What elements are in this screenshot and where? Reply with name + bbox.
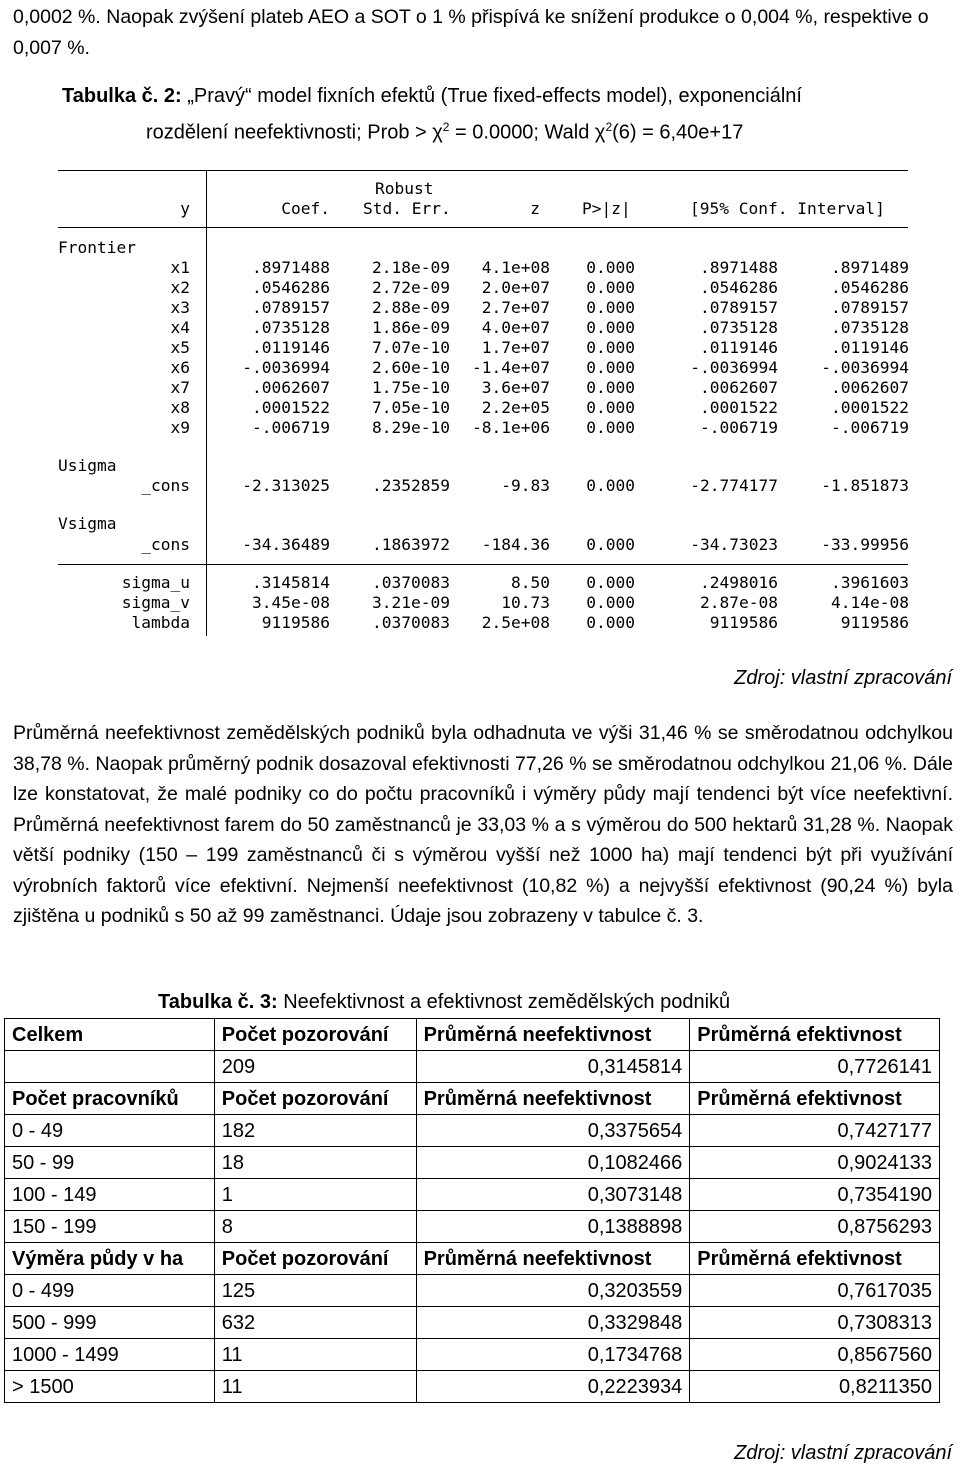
stata-cell-hi: .3961603 [831, 573, 909, 592]
stata-cell-coef: -2.313025 [242, 476, 330, 495]
stata-cell-z: 8.50 [511, 573, 550, 592]
intro-paragraph: 0,0002 %. Naopak zvýšení plateb AEO a SOT o 1 % přispívá ke snížení produkce o 0,004 %, respektive o 0,007 %. [13, 6, 929, 59]
stata-cell-hi: -1.851873 [821, 476, 909, 495]
stata-cell-z: -8.1e+06 [472, 418, 550, 437]
stata-cell-var: _cons [141, 476, 190, 495]
table-cell: 0,3073148 [416, 1179, 690, 1211]
stata-cell-lo: .0789157 [700, 298, 778, 317]
table-cell: 0 - 49 [5, 1115, 215, 1147]
stata-cell-var: x4 [170, 318, 190, 337]
sigma-rule [58, 564, 908, 565]
table-row [5, 1051, 940, 1083]
stata-cell-var: x6 [170, 358, 190, 377]
column-header: Průměrná efektivnost [690, 1019, 940, 1051]
section-label: Počet pracovníků [5, 1083, 215, 1115]
top-rule [58, 170, 908, 171]
stata-cell-coef: .0119146 [252, 338, 330, 357]
stata-cell-coef: .0001522 [252, 398, 330, 417]
stata-cell-var: x2 [170, 278, 190, 297]
stata-cell-z: 1.7e+07 [481, 338, 550, 357]
table-cell: 11 [214, 1339, 416, 1371]
stata-cell-lo: -.006719 [700, 418, 778, 437]
stata-cell-coef: .0062607 [252, 378, 330, 397]
table2-title-part-c: (6) = 6,40e+17 [612, 121, 744, 144]
stata-cell-lo: -.0036994 [690, 358, 778, 377]
table-row [5, 1339, 940, 1371]
stata-cell-var: x9 [170, 418, 190, 437]
table-row [5, 1371, 940, 1403]
stata-cell-p: 0.000 [586, 593, 635, 612]
stata-cell-hi: .0546286 [831, 278, 909, 297]
chi-superscript-1: 2 [442, 120, 450, 134]
stata-cell-lo: .0735128 [700, 318, 778, 337]
stata-cell-var: x1 [170, 258, 190, 277]
stata-cell-lo: .0546286 [700, 278, 778, 297]
header-p: P>|z| [582, 199, 631, 218]
stata-cell-se: 7.07e-10 [372, 338, 450, 357]
stata-cell-se: 2.88e-09 [372, 298, 450, 317]
table-cell: 0,7308313 [690, 1307, 940, 1339]
table-cell: 11 [214, 1371, 416, 1403]
table-row [5, 1307, 940, 1339]
header-stderr: Std. Err. [363, 199, 451, 218]
stata-cell-hi: -33.99956 [821, 535, 909, 554]
table-cell: > 1500 [5, 1371, 215, 1403]
table-cell: 0,7427177 [690, 1115, 940, 1147]
table3-title: Neefektivnost a efektivnost zemědělských podniků [277, 991, 731, 1013]
stata-cell-z: 2.2e+05 [481, 398, 550, 417]
table3-label: Tabulka č. 3: [158, 991, 278, 1013]
stata-cell-z: 2.5e+08 [481, 613, 550, 632]
stata-cell-coef: .0546286 [252, 278, 330, 297]
table-cell [5, 1051, 215, 1083]
table-header-row [5, 1243, 940, 1275]
stata-cell-p: 0.000 [586, 476, 635, 495]
frontier-label: Frontier [58, 238, 136, 257]
stata-cell-se: .0370083 [372, 613, 450, 632]
table-row [5, 1115, 940, 1147]
table-cell: 0,8567560 [690, 1339, 940, 1371]
table2-label: Tabulka č. 2: [62, 85, 182, 107]
table2-title-part-a: rozdělení neefektivnosti; Prob > χ [146, 121, 443, 144]
stata-cell-se: 8.29e-10 [372, 418, 450, 437]
efficiency-table [4, 1018, 940, 1403]
stata-cell-hi: .0001522 [831, 398, 909, 417]
stata-cell-lo: -34.73023 [690, 535, 778, 554]
stata-cell-lo: .0001522 [700, 398, 778, 417]
stata-cell-z: 2.0e+07 [481, 278, 550, 297]
stata-cell-lo: .8971488 [700, 258, 778, 277]
usigma-label: Usigma [58, 456, 117, 475]
stata-cell-coef: .0789157 [252, 298, 330, 317]
vsigma-label: Vsigma [58, 514, 117, 533]
stata-cell-coef: .3145814 [252, 573, 330, 592]
stata-cell-p: 0.000 [586, 278, 635, 297]
table-cell: 0 - 499 [5, 1275, 215, 1307]
column-header: Počet pozorování [214, 1083, 416, 1115]
table-header-row [5, 1019, 940, 1051]
stata-cell-z: 4.0e+07 [481, 318, 550, 337]
column-header: Průměrná efektivnost [690, 1083, 940, 1115]
stata-cell-p: 0.000 [586, 418, 635, 437]
stata-cell-p: 0.000 [586, 318, 635, 337]
chi-superscript-2: 2 [605, 120, 613, 134]
stata-cell-z: 2.7e+07 [481, 298, 550, 317]
table-cell: 0,7617035 [690, 1275, 940, 1307]
stata-cell-z: 4.1e+08 [481, 258, 550, 277]
stata-cell-var: x5 [170, 338, 190, 357]
table-cell: 0,1082466 [416, 1147, 690, 1179]
stata-cell-lo: -2.774177 [690, 476, 778, 495]
table-cell: 1000 - 1499 [5, 1339, 215, 1371]
table-cell: 0,2223934 [416, 1371, 690, 1403]
source-note-1: Zdroj: vlastní zpracování [734, 667, 952, 689]
table2-title-line1: „Pravý“ model fixních efektů (True fixed-effects model), exponenciální [181, 85, 802, 107]
stata-cell-coef: .0735128 [252, 318, 330, 337]
stata-cell-lo: .0062607 [700, 378, 778, 397]
regression-output [0, 166, 960, 646]
stata-cell-var: x7 [170, 378, 190, 397]
stata-cell-se: 2.72e-09 [372, 278, 450, 297]
stata-cell-hi: 9119586 [840, 613, 909, 632]
table-cell: 0,1734768 [416, 1339, 690, 1371]
section-label: Výměra půdy v ha [5, 1243, 215, 1275]
stata-cell-coef: .8971488 [252, 258, 330, 277]
table-cell: 1 [214, 1179, 416, 1211]
column-header: Průměrná neefektivnost [416, 1019, 690, 1051]
header-coef: Coef. [281, 199, 330, 218]
table-row [5, 1275, 940, 1307]
section-label: Celkem [5, 1019, 215, 1051]
stata-cell-lo: .2498016 [700, 573, 778, 592]
stata-cell-p: 0.000 [586, 258, 635, 277]
stata-cell-coef: 3.45e-08 [252, 593, 330, 612]
stata-cell-se: 3.21e-09 [372, 593, 450, 612]
body-paragraph: Průměrná neefektivnost zemědělských podniků byla odhadnuta ve výši 31,46 % se směrodatnou odchylkou 38,78 %. Naopak průměrný podnik dosazoval efektivnosti 77,26 % se směrodatnou odchylkou 21,06 %. Dále lze konstatovat, že malé podniky co do počtu pracovníků i výměry půdy mají tendenci být více neefektivní. Průměrná neefektivnost farem do 50 zaměstnanců je 33,03 % a s výměrou do 500 hektarů 31,28 %. Naopak větší podniky (150 – 199 zaměstnanců či s výměrou vyšší než 1000 ha) mají tendenci být při využívání výrobních faktorů více efektivní. Nejmenší neefektivnost (10,82 %) a nejvyšší efektivnost (90,24 %) byla zjištěna u podniků s 50 až 99 zaměstnanci. Údaje jsou zobrazeny v tabulce č. 3. [13, 722, 953, 927]
stata-cell-p: 0.000 [586, 613, 635, 632]
table2-title-part-b: = 0.0000; Wald χ [449, 121, 606, 144]
stata-cell-se: .1863972 [372, 535, 450, 554]
table-cell: 0,3203559 [416, 1275, 690, 1307]
stata-cell-z: 10.73 [501, 593, 550, 612]
stata-cell-se: 2.60e-10 [372, 358, 450, 377]
stata-cell-p: 0.000 [586, 358, 635, 377]
table-cell: 100 - 149 [5, 1179, 215, 1211]
stata-cell-p: 0.000 [586, 398, 635, 417]
stata-cell-var: x3 [170, 298, 190, 317]
table-cell: 0,3375654 [416, 1115, 690, 1147]
table-cell: 0,7354190 [690, 1179, 940, 1211]
table-row [5, 1147, 940, 1179]
table-cell: 8 [214, 1211, 416, 1243]
table-row [5, 1179, 940, 1211]
table-cell: 0,8756293 [690, 1211, 940, 1243]
stata-cell-se: 7.05e-10 [372, 398, 450, 417]
header-y: y [180, 199, 190, 218]
stata-cell-lo: .0119146 [700, 338, 778, 357]
stata-cell-z: -9.83 [501, 476, 550, 495]
stata-cell-hi: .0119146 [831, 338, 909, 357]
table2-caption-line2 [146, 113, 743, 147]
column-header: Průměrná efektivnost [690, 1243, 940, 1275]
column-header: Počet pozorování [214, 1243, 416, 1275]
header-z: z [530, 199, 540, 218]
table-cell: 125 [214, 1275, 416, 1307]
table-cell: 18 [214, 1147, 416, 1179]
table-cell: 0,3329848 [416, 1307, 690, 1339]
table2-caption-line1 [62, 82, 802, 110]
stata-cell-var: lambda [131, 613, 190, 632]
table-cell: 632 [214, 1307, 416, 1339]
table-cell: 209 [214, 1051, 416, 1083]
table-cell: 0,8211350 [690, 1371, 940, 1403]
stata-cell-se: 2.18e-09 [372, 258, 450, 277]
column-header: Počet pozorování [214, 1019, 416, 1051]
stata-cell-p: 0.000 [586, 298, 635, 317]
stata-cell-se: 1.75e-10 [372, 378, 450, 397]
stata-cell-coef: -34.36489 [242, 535, 330, 554]
stata-cell-var: _cons [141, 535, 190, 554]
table3-caption [158, 988, 730, 1016]
header-robust: Robust [375, 179, 434, 198]
stata-cell-coef: -.0036994 [242, 358, 330, 377]
table-header-row [5, 1083, 940, 1115]
stata-cell-hi: 4.14e-08 [831, 593, 909, 612]
header-ci: [95% Conf. Interval] [690, 199, 885, 218]
stata-cell-hi: .8971489 [831, 258, 909, 277]
stata-cell-var: x8 [170, 398, 190, 417]
stata-cell-lo: 2.87e-08 [700, 593, 778, 612]
stata-cell-coef: -.006719 [252, 418, 330, 437]
table-cell: 0,9024133 [690, 1147, 940, 1179]
stata-cell-hi: .0062607 [831, 378, 909, 397]
stata-cell-hi: .0789157 [831, 298, 909, 317]
stata-cell-z: -1.4e+07 [472, 358, 550, 377]
stata-cell-z: -184.36 [481, 535, 550, 554]
stata-cell-z: 3.6e+07 [481, 378, 550, 397]
stata-cell-se: .0370083 [372, 573, 450, 592]
stata-cell-p: 0.000 [586, 338, 635, 357]
stata-cell-hi: .0735128 [831, 318, 909, 337]
table-cell: 0,3145814 [416, 1051, 690, 1083]
stata-cell-se: 1.86e-09 [372, 318, 450, 337]
stata-cell-var: sigma_v [121, 593, 190, 612]
column-header: Průměrná neefektivnost [416, 1243, 690, 1275]
table-cell: 50 - 99 [5, 1147, 215, 1179]
table-cell: 0,7726141 [690, 1051, 940, 1083]
header-rule [58, 227, 908, 228]
stata-cell-se: .2352859 [372, 476, 450, 495]
table-row [5, 1211, 940, 1243]
stata-cell-hi: -.006719 [831, 418, 909, 437]
stata-cell-p: 0.000 [586, 535, 635, 554]
table-cell: 0,1388898 [416, 1211, 690, 1243]
stata-cell-p: 0.000 [586, 573, 635, 592]
stata-cell-coef: 9119586 [261, 613, 330, 632]
stata-cell-hi: -.0036994 [821, 358, 909, 377]
source-note-2: Zdroj: vlastní zpracování [734, 1442, 952, 1464]
stata-cell-lo: 9119586 [709, 613, 778, 632]
table-cell: 182 [214, 1115, 416, 1147]
stata-cell-p: 0.000 [586, 378, 635, 397]
table-cell: 500 - 999 [5, 1307, 215, 1339]
stata-cell-var: sigma_u [121, 573, 190, 592]
table-cell: 150 - 199 [5, 1211, 215, 1243]
column-header: Průměrná neefektivnost [416, 1083, 690, 1115]
